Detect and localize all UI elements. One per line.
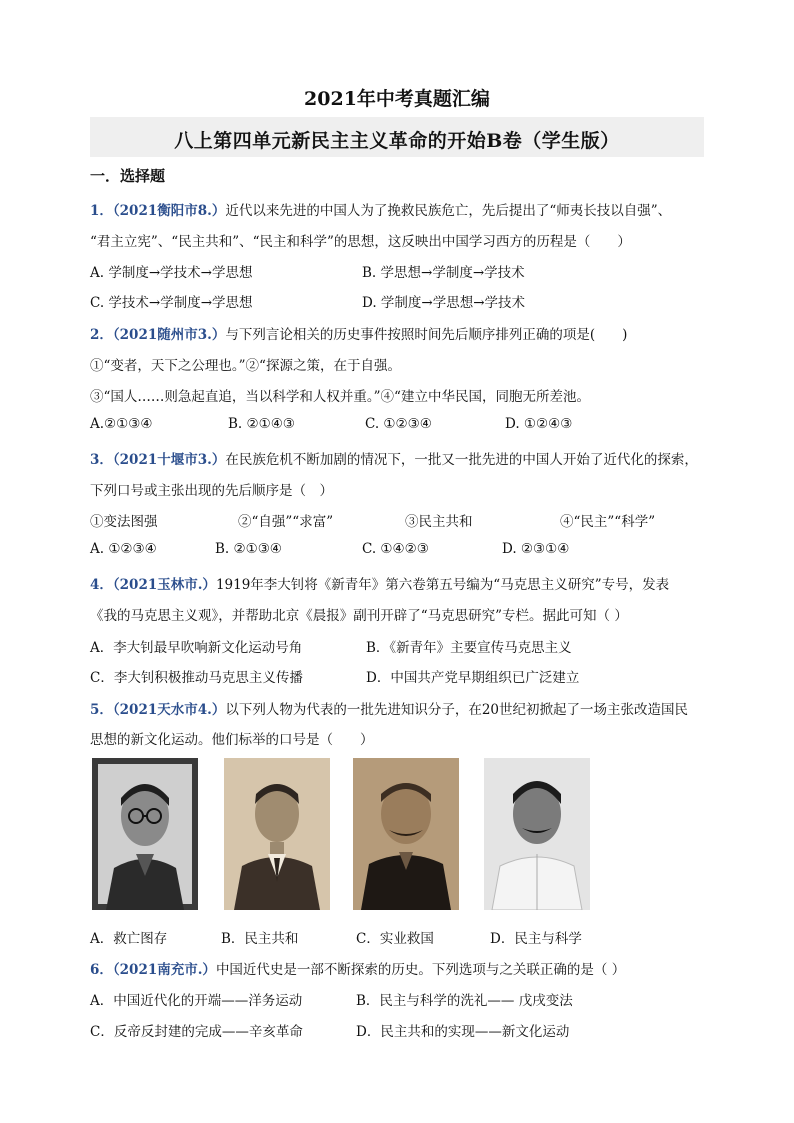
option-c: C．反帝反封建的完成——辛亥革命: [90, 1024, 303, 1040]
question-number: 4．: [90, 577, 113, 593]
question-text-line: 《我的马克思主义观》，并帮助北京《晨报》副刊开辟了“马克思研究”专栏。据此可知（ ）: [90, 608, 628, 624]
statement-item: ②“自强”“求富”: [238, 514, 334, 530]
question-number: 6．: [90, 962, 113, 978]
question-number: 5．: [90, 702, 113, 718]
question-3: [90, 448, 698, 468]
question-1: [90, 199, 671, 219]
question-source: （2021天水市4.）: [112, 702, 226, 718]
option-b: B．民主与科学的洗礼—— 戊戌变法: [356, 993, 573, 1009]
option-d: D．中国共产党早期组织已广泛建立: [366, 670, 580, 686]
question-number: 1．: [90, 203, 113, 219]
portrait-chen-duxiu-icon: [224, 758, 330, 910]
portrait-photo-c: [353, 758, 459, 910]
option-d: D．民主共和的实现——新文化运动: [356, 1024, 570, 1040]
option-a: A．中国近代化的开端——洋务运动: [90, 993, 303, 1009]
question-source: （2021十堰市3.）: [112, 452, 226, 468]
question-text-line: 思想的新文化运动。他们标举的口号是（ ）: [90, 732, 374, 748]
option-c: C．李大钊积极推动马克思主义传播: [90, 670, 303, 686]
option-d: D. ①②④③: [505, 416, 573, 432]
document-subtitle: 八上第四单元新民主主义革命的开始B卷（学生版）: [174, 130, 620, 152]
statement-item: ④“民主”“科学”: [560, 514, 656, 530]
statement-item: ①变法图强: [90, 514, 158, 530]
option-b: B. 学思想→学制度→学技术: [362, 265, 525, 281]
option-c: C. ①②③④: [365, 416, 432, 432]
option-b: B. ②①③④: [215, 541, 282, 557]
portrait-li-dazhao-icon: [353, 758, 459, 910]
option-c: C. 学技术→学制度→学思想: [90, 295, 253, 311]
question-text: 1919年李大钊将《新青年》第六卷第五号编为“马克思主义研究”专号，发表: [215, 577, 670, 593]
question-text: 以下列人物为代表的一批先进知识分子，在20世纪初掀起了一场主张改造国民: [225, 702, 689, 718]
option-b: B．《新青年》主要宣传马克思主义: [366, 640, 572, 656]
portrait-lu-xun-icon: [484, 758, 590, 910]
question-source: （2021南充市.）: [112, 962, 216, 978]
question-text: 近代以来先进的中国人为了挽救民族危亡，先后提出了“师夷长技以自强”、: [225, 203, 672, 219]
question-text-line: ③“国人……则急起直追，当以科学和人权并重。”④“建立中华民国，同胞无所差池。: [90, 389, 590, 405]
option-a: A．李大钊最早吹响新文化运动号角: [90, 640, 303, 656]
question-source: （2021衡阳市8.）: [112, 203, 226, 219]
question-number: 3．: [90, 452, 113, 468]
question-text-line: ①“变者，天下之公理也。”②“探源之策，在于自强。: [90, 358, 401, 374]
question-4: [90, 573, 669, 593]
option-b: B. ②①④③: [228, 416, 295, 432]
question-5: [90, 698, 688, 718]
question-2: [90, 323, 627, 343]
question-6: [90, 958, 625, 978]
portrait-photo-d: [484, 758, 590, 910]
portrait-hu-shi-icon: [92, 758, 198, 910]
option-c: C. ①④②③: [362, 541, 429, 557]
question-text-line: “君主立宪”、“民主共和”、“民主和科学”的思想，这反映出中国学习西方的历程是（ ）: [90, 234, 631, 250]
question-source: （2021随州市3.）: [112, 327, 226, 343]
option-b: B．民主共和: [221, 931, 299, 947]
portrait-photo-a: [92, 758, 198, 910]
option-a: A．救亡图存: [90, 931, 168, 947]
statement-item: ③民主共和: [405, 514, 473, 530]
portrait-photo-b: [224, 758, 330, 910]
option-a: A. ①②③④: [90, 541, 157, 557]
option-c: C．实业救国: [356, 931, 434, 947]
question-text-line: 下列口号或主张出现的先后顺序是（ ）: [90, 483, 333, 499]
question-text: 中国近代史是一部不断探索的历史。下列选项与之关联正确的是（ ）: [215, 962, 626, 978]
option-a: A.②①③④: [90, 416, 153, 432]
question-text: 与下列言论相关的历史事件按照时间先后顺序排列正确的项是( ): [225, 327, 628, 343]
option-d: D. ②③①④: [502, 541, 570, 557]
option-a: A. 学制度→学技术→学思想: [90, 265, 253, 281]
document-title: 2021年中考真题汇编: [304, 88, 490, 110]
option-d: D．民主与科学: [490, 931, 582, 947]
section-heading: 一．选择题: [90, 167, 166, 185]
question-number: 2．: [90, 327, 113, 343]
question-text: 在民族危机不断加剧的情况下，一批又一批先进的中国人开始了近代化的探索，: [225, 452, 698, 468]
question-source: （2021玉林市.）: [112, 577, 216, 593]
option-d: D. 学制度→学思想→学技术: [362, 295, 526, 311]
